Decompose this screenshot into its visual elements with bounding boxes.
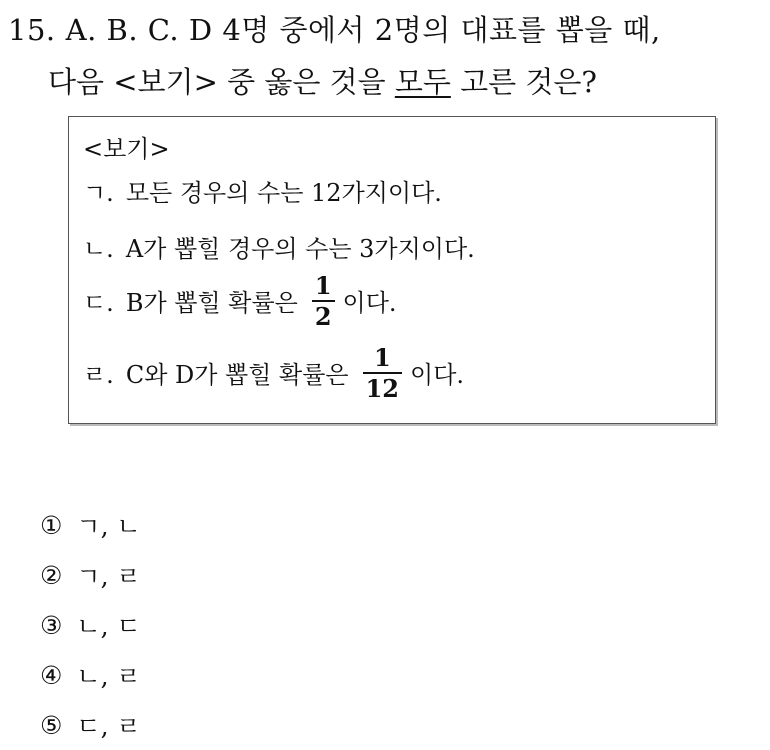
statement-text: 모든 경우의 수는 12가지이다.	[125, 179, 442, 207]
statement-mark: ㄷ.	[83, 289, 114, 318]
statement-4	[83, 345, 464, 401]
question-underlined-word: 모두	[394, 65, 451, 99]
fraction	[363, 345, 402, 401]
choice-mark: ⑤	[40, 710, 63, 740]
choice-text: ㄷ, ㄹ	[76, 712, 141, 741]
question-line-2	[48, 60, 597, 101]
choice-mark: ②	[40, 560, 63, 590]
statement-2	[83, 229, 475, 264]
question-text-2-post: 고른 것은?	[450, 65, 597, 99]
example-box	[68, 116, 716, 424]
statement-1	[83, 173, 442, 208]
statement-text: B가 뽑힐 확률은	[125, 289, 298, 318]
choice-4[interactable]	[40, 650, 141, 700]
choice-text: ㄴ, ㄷ	[76, 612, 141, 641]
fraction	[312, 273, 335, 329]
choice-mark: ①	[40, 510, 63, 540]
question-text-1: A. B. C. D 4명 중에서 2명의 대표를 뽑을 때,	[65, 13, 661, 47]
statement-suffix: 이다.	[342, 289, 397, 318]
statement-mark: ㄱ.	[83, 179, 114, 207]
fraction-numerator: 1	[373, 343, 391, 372]
statement-mark: ㄴ.	[83, 235, 114, 263]
question-text-2-pre: 다음 <보기> 중 옳은 것을	[48, 65, 395, 99]
choice-3[interactable]	[40, 600, 141, 650]
statement-3	[83, 273, 397, 329]
choice-5[interactable]	[40, 700, 141, 750]
choice-text: ㄱ, ㄹ	[76, 562, 141, 591]
statement-text: A가 뽑힐 경우의 수는 3가지이다.	[125, 235, 475, 263]
fraction-denominator: 2	[314, 301, 332, 331]
choice-1[interactable]	[40, 500, 141, 550]
statement-suffix: 이다.	[410, 361, 465, 390]
choice-text: ㄴ, ㄹ	[76, 662, 141, 691]
question-number: 15.	[8, 13, 56, 47]
example-box-title: <보기>	[83, 135, 170, 163]
fraction-numerator: 1	[314, 271, 332, 300]
choice-mark: ③	[40, 610, 63, 640]
answer-choices	[40, 500, 141, 750]
fraction-denominator: 12	[365, 373, 400, 403]
choice-2[interactable]	[40, 550, 141, 600]
choice-mark: ④	[40, 660, 63, 690]
question-line-1	[8, 8, 661, 49]
statement-mark: ㄹ.	[83, 361, 114, 390]
statement-text: C와 D가 뽑힐 확률은	[125, 361, 349, 390]
choice-text: ㄱ, ㄴ	[76, 512, 141, 541]
